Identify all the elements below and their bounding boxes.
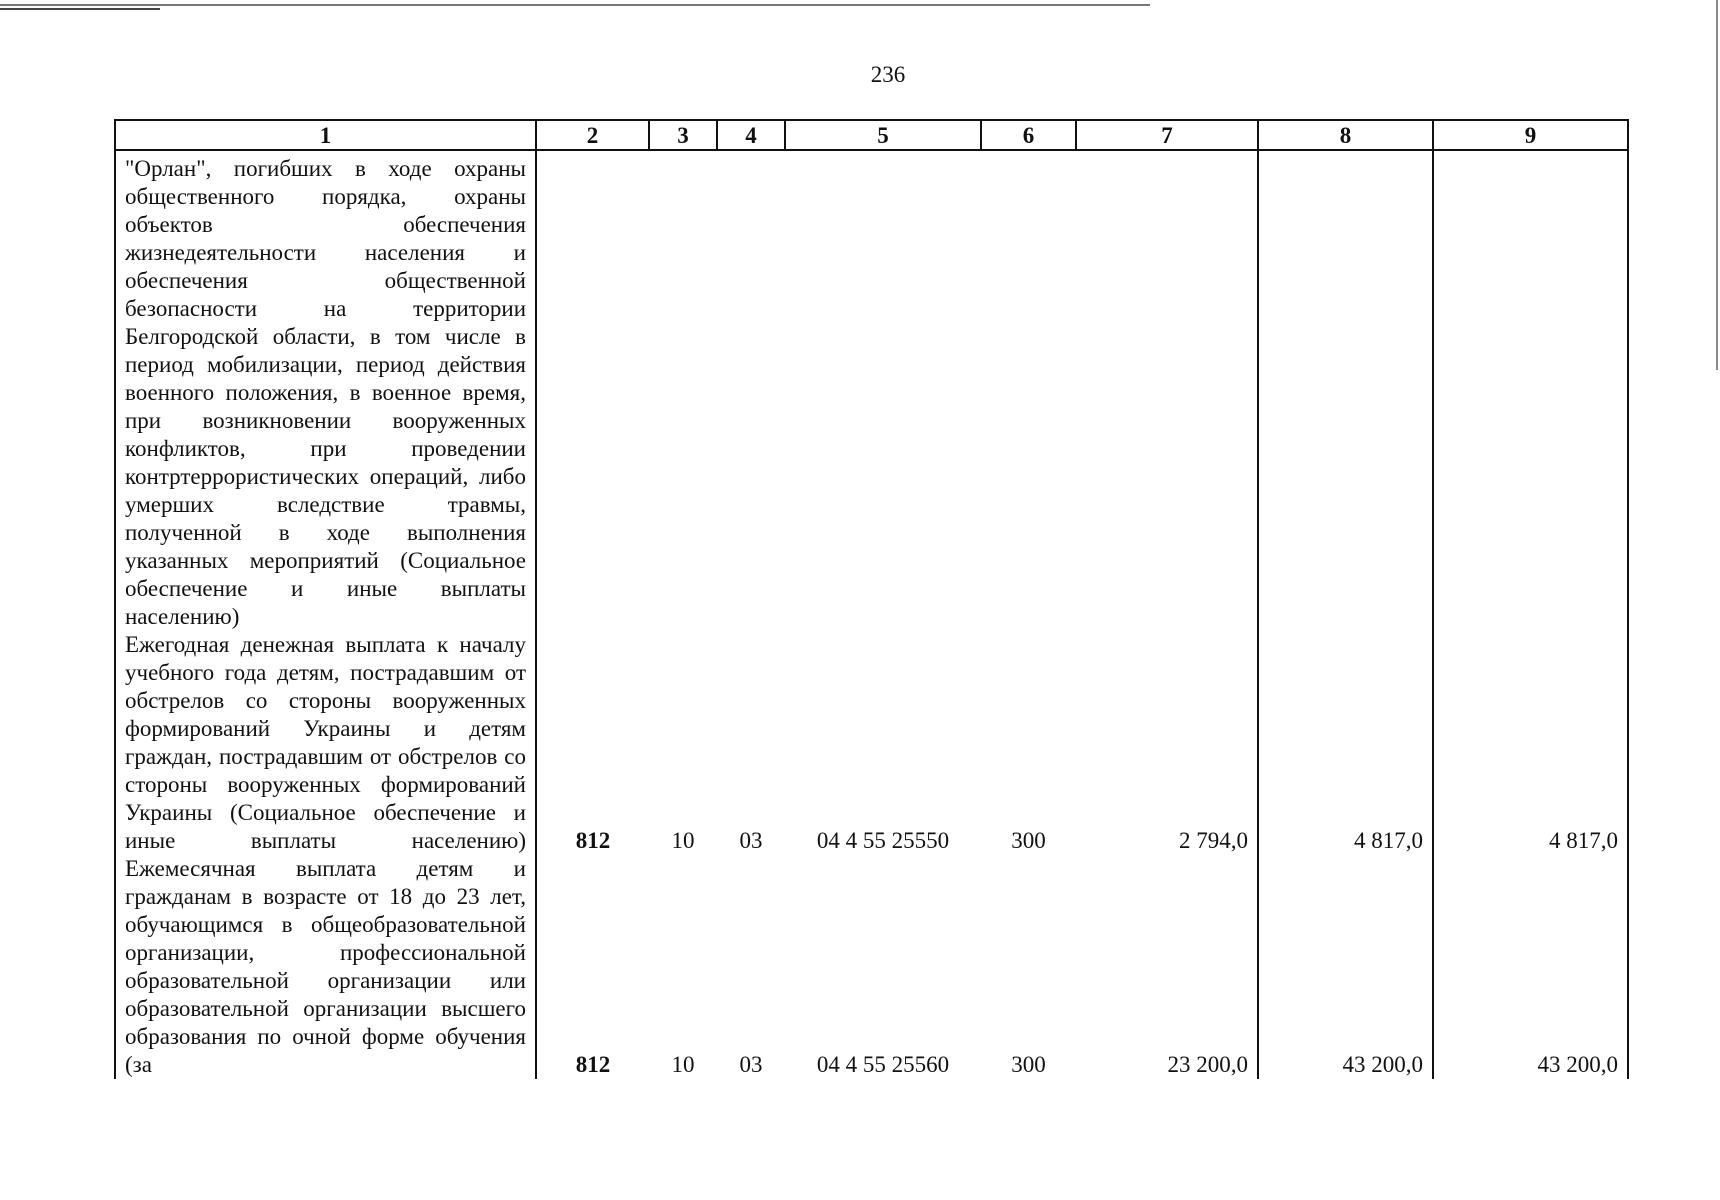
table-row: [115, 631, 1628, 855]
scan-top-rule-short: [0, 8, 160, 10]
row-subsection-code: [717, 150, 785, 631]
row-amount-col7: 23 200,0: [1076, 855, 1258, 1079]
row-target-code: [785, 150, 981, 631]
row-section-code: 10: [671, 828, 695, 853]
scan-top-rule: [0, 4, 1150, 6]
row-description: Ежегодная денежная выплата к началу учебного года детям, пострадавшим от обстрелов со стороны вооруженных формирований Украины и детям граждан, пострадавшим от обстрелов со стороны вооруженных формирований Украины (Социальное обеспечение и иные выплаты населению): [115, 631, 536, 855]
budget-table: [114, 119, 1629, 1079]
row-section-code: [649, 150, 717, 631]
row-description: Ежемесячная выплата детям и гражданам в возрасте от 18 до 23 лет, обучающимся в общеобразовательной организации, профессиональной образовательной организации или образовательной организации высшего образования по очной форме обучения (за: [115, 855, 536, 1079]
row-amount-col7: [1076, 150, 1258, 631]
row-amount-col9: 4 817,0: [1433, 631, 1628, 855]
row-subsection-code: 03: [739, 828, 763, 853]
header-col-7: 7: [1076, 120, 1258, 150]
row-amount-col9: [1433, 150, 1628, 631]
header-col-6: 6: [981, 120, 1076, 150]
table-header-row: [115, 120, 1628, 150]
row-target-code: 04 4 55 25550: [816, 828, 950, 853]
header-col-2: 2: [536, 120, 649, 150]
row-section-code: 10: [671, 1052, 695, 1077]
row-ministry-code: [536, 150, 649, 631]
row-subsection-code: 03: [739, 1052, 763, 1077]
row-ministry-code: 812: [536, 631, 649, 855]
row-ministry-code: 812: [536, 855, 649, 1079]
row-expense-code: 300: [1011, 1052, 1046, 1077]
row-amount-col8: 43 200,0: [1258, 855, 1433, 1079]
row-target-code: 04 4 55 25560: [816, 1052, 950, 1077]
row-amount-col9: 43 200,0: [1433, 855, 1628, 1079]
row-amount-col8: 4 817,0: [1258, 631, 1433, 855]
table-row: [115, 150, 1628, 631]
header-col-3: 3: [649, 120, 717, 150]
row-expense-code: 300: [1011, 828, 1046, 853]
row-description: "Орлан", погибших в ходе охраны общественного порядка, охраны объектов обеспечения жизнедеятельности населения и обеспечения общественной безопасности на территории Белгородской области, в том числе в период мобилизации, период действия военного положения, в военное время, при возникновении вооруженных конфликтов, при проведении контртеррористических операций, либо умерших вследствие травмы, полученной в ходе выполнения указанных мероприятий (Социальное обеспечение и иные выплаты населению): [115, 150, 536, 631]
header-col-9: 9: [1433, 120, 1628, 150]
header-col-1: 1: [115, 120, 536, 150]
page-number: 236: [870, 62, 906, 87]
header-col-8: 8: [1258, 120, 1433, 150]
table-row: [115, 855, 1628, 1079]
row-amount-col8: [1258, 150, 1433, 631]
row-amount-col7: 2 794,0: [1076, 631, 1258, 855]
header-col-4: 4: [717, 120, 785, 150]
header-col-5: 5: [785, 120, 981, 150]
scan-right-edge: [1716, 0, 1718, 370]
row-expense-code: [981, 150, 1076, 631]
